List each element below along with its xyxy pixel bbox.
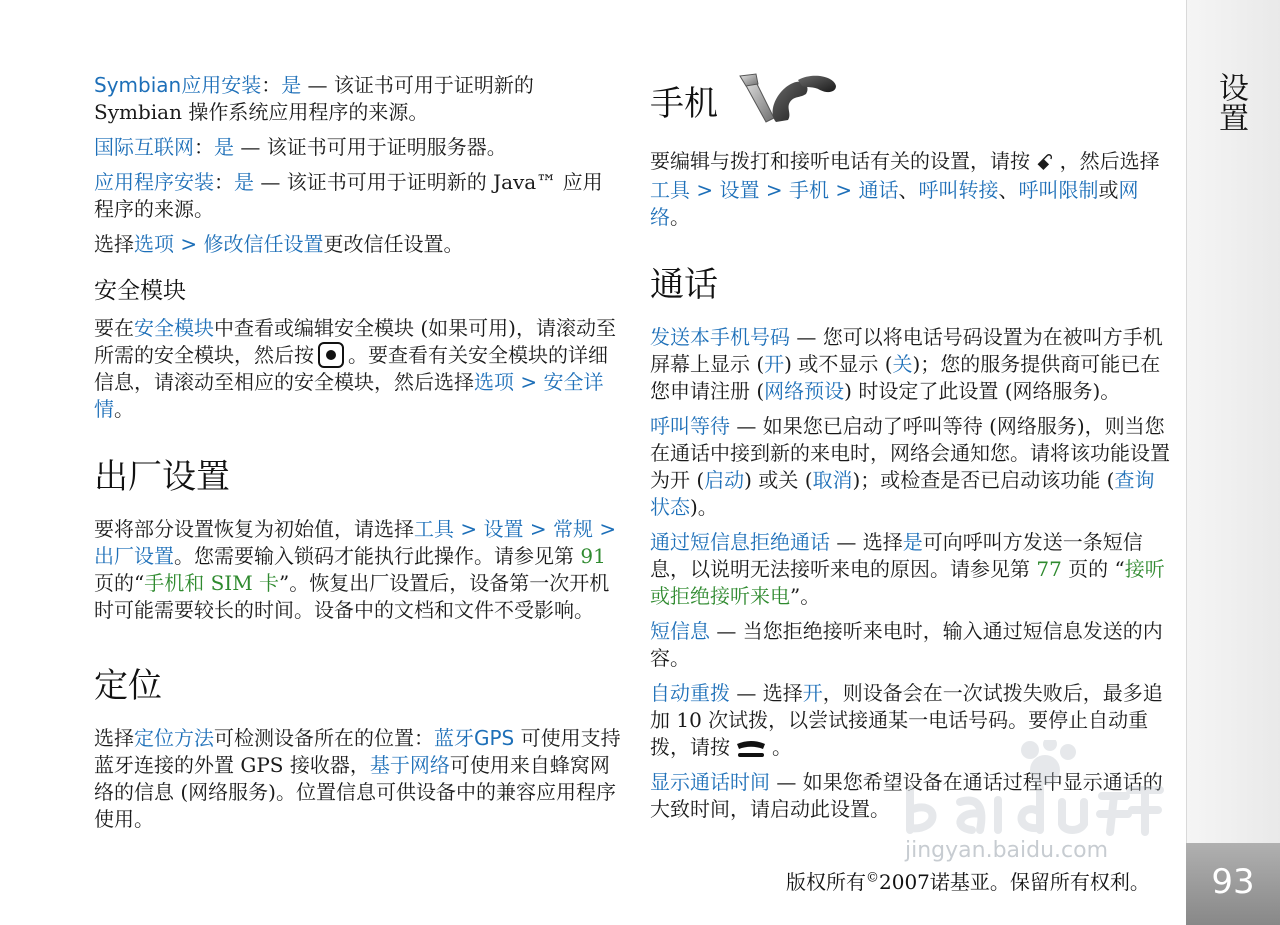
menu-key-icon: ꗃ: [1036, 151, 1054, 176]
call-duration-term: 显示通话时间: [650, 770, 770, 794]
reject-with-message-item: 通过短信息拒绝通话 — 选择是可向呼叫方发送一条短信息，以说明无法接听来电的原因。请参见第 77 页的 “接听或拒绝接听来电”。: [650, 530, 1165, 608]
send-own-number-item: 发送本手机号码 — 您可以将电话号码设置为在被叫方手机屏幕上显示 (开) 或不显示 (关)；您的服务提供商可能已在您申请注册 (网络预设) 时设定了此设置 (网络服务)。: [650, 325, 1163, 403]
phone-settings-paragraph: 要编辑与拨打和接听电话有关的设置，请按 ꗃ ，然后选择工具 > 设置 > 手机 > 通话、呼叫转接、呼叫限制或网络。: [650, 149, 1160, 229]
settings-link: 设置: [483, 517, 524, 541]
tools-link-2: 工具: [650, 178, 690, 202]
message-text-item: 短信息 — 当您拒绝接听来电时，输入通过短信息发送的内容。: [650, 619, 1163, 670]
calls-heading: 通话: [650, 265, 718, 305]
call-divert-link: 呼叫转接: [918, 178, 999, 202]
settings-link-2: 设置: [719, 178, 760, 202]
tools-link: 工具: [414, 517, 454, 541]
internet-value: 是: [214, 135, 234, 159]
symbian-install-value: 是: [281, 73, 302, 97]
watermark-url: jingyan.baidu.com: [905, 838, 1109, 863]
app-install-item: 应用程序安装：是 — 该证书可用于证明新的 Java™ 应用程序的来源。: [94, 170, 603, 221]
page-ref-91: 91: [580, 544, 606, 568]
call-link: 通话: [858, 178, 899, 202]
message-text-term: 短信息: [650, 619, 710, 643]
call-waiting-term: 呼叫等待: [650, 414, 730, 438]
page-number: 93: [1211, 862, 1255, 902]
location-heading: 定位: [94, 666, 162, 706]
symbian-install-item: Symbian应用安装：是 — 该证书可用于证明新的 Symbian 操作系统应用程序的来源。: [94, 73, 534, 124]
internet-item: 国际互联网：是 — 该证书可用于证明服务器。: [94, 135, 507, 159]
bluetooth-gps-link: 蓝牙GPS: [434, 726, 515, 750]
options-link: 选项: [134, 232, 174, 256]
auto-redial-term: 自动重拨: [650, 681, 730, 705]
section-side-label: 设置: [1213, 72, 1248, 132]
options-link-2: 选项: [474, 370, 514, 394]
edit-trust-settings-link: 修改信任设置: [203, 232, 324, 256]
security-module-heading: 安全模块: [94, 278, 186, 304]
factory-settings-link: 出厂设置: [94, 544, 174, 568]
phone-link: 手机: [788, 178, 829, 202]
internet-term: 国际互联网: [94, 135, 194, 159]
security-module-link: 安全模块: [134, 316, 214, 340]
app-install-term: 应用程序安装: [94, 170, 214, 194]
call-waiting-item: 呼叫等待 — 如果您已启动了呼叫等待 (网络服务)，则当您在通话中接到新的来电时，网络会通知您。请将该功能设置为开 (启动) 或关 (取消)；或检查是否已启动该功能 (查询状态)。: [650, 414, 1170, 519]
end-call-key-icon: [734, 738, 768, 760]
network-link: 网络: [650, 178, 1139, 229]
answer-reject-ref: 接听或拒绝接听来电: [650, 557, 1165, 608]
copyright-footer: 版权所有©2007诺基亚。保留所有权利。: [786, 870, 1150, 894]
security-details-link: 安全详情: [94, 370, 604, 421]
phone-settings-icon: [736, 72, 840, 128]
side-tab-bar: [1186, 0, 1280, 925]
general-link: 常规: [552, 517, 593, 541]
call-duration-item: 显示通话时间 — 如果您希望设备在通话过程中显示通话的大致时间，请启动此设置。: [650, 770, 1163, 821]
call-barring-link: 呼叫限制: [1018, 178, 1099, 202]
reject-with-message-term: 通过短信息拒绝通话: [650, 530, 830, 554]
network-based-link: 基于网络: [369, 753, 450, 777]
left-column: [94, 72, 622, 841]
change-trust-paragraph: 选择选项 > 修改信任设置更改信任设置。: [94, 232, 464, 256]
auto-redial-item: 自动重拨 — 选择开，则设备会在一次试拨失败后，最多追加 10 次试拨，以尝试接通某一电话号码。要停止自动重拨，请按 。: [650, 681, 1163, 759]
symbian-install-term: Symbian应用安装: [94, 73, 262, 97]
send-own-number-term: 发送本手机号码: [650, 325, 790, 349]
positioning-method-link: 定位方法: [134, 726, 214, 750]
page-ref-77: 77: [1036, 557, 1062, 581]
center-select-key-icon: [318, 342, 344, 368]
factory-settings-paragraph: 要将部分设置恢复为初始值，请选择工具 > 设置 > 常规 > 出厂设置。您需要输入锁码才能执行此操作。请参见第 91 页的“手机和 SIM 卡”。恢复出厂设置后，设备第一次开机时可能需要较长的时间。设备中的文档和文件不受影响。: [94, 517, 617, 622]
location-paragraph: 选择定位方法可检测设备所在的位置：蓝牙GPS 可使用支持蓝牙连接的外置 GPS 接收器，基于网络可使用来自蜂窝网络的信息 (网络服务)。位置信息可供设备中的兼容应用程序使用。: [94, 726, 621, 831]
right-column: [650, 72, 1172, 831]
phone-heading: 手机: [650, 83, 718, 124]
phone-heading-row: [650, 72, 1172, 128]
phone-sim-ref: 手机和 SIM 卡: [144, 571, 280, 595]
security-module-paragraph: 要在安全模块中查看或编辑安全模块 (如果可用)，请滚动至所需的安全模块，然后按 。要查看有关安全模块的详细信息，请滚动至相应的安全模块，然后选择选项 > 安全详情。: [94, 316, 616, 421]
factory-settings-heading: 出厂设置: [94, 457, 230, 497]
app-install-value: 是: [234, 170, 254, 194]
